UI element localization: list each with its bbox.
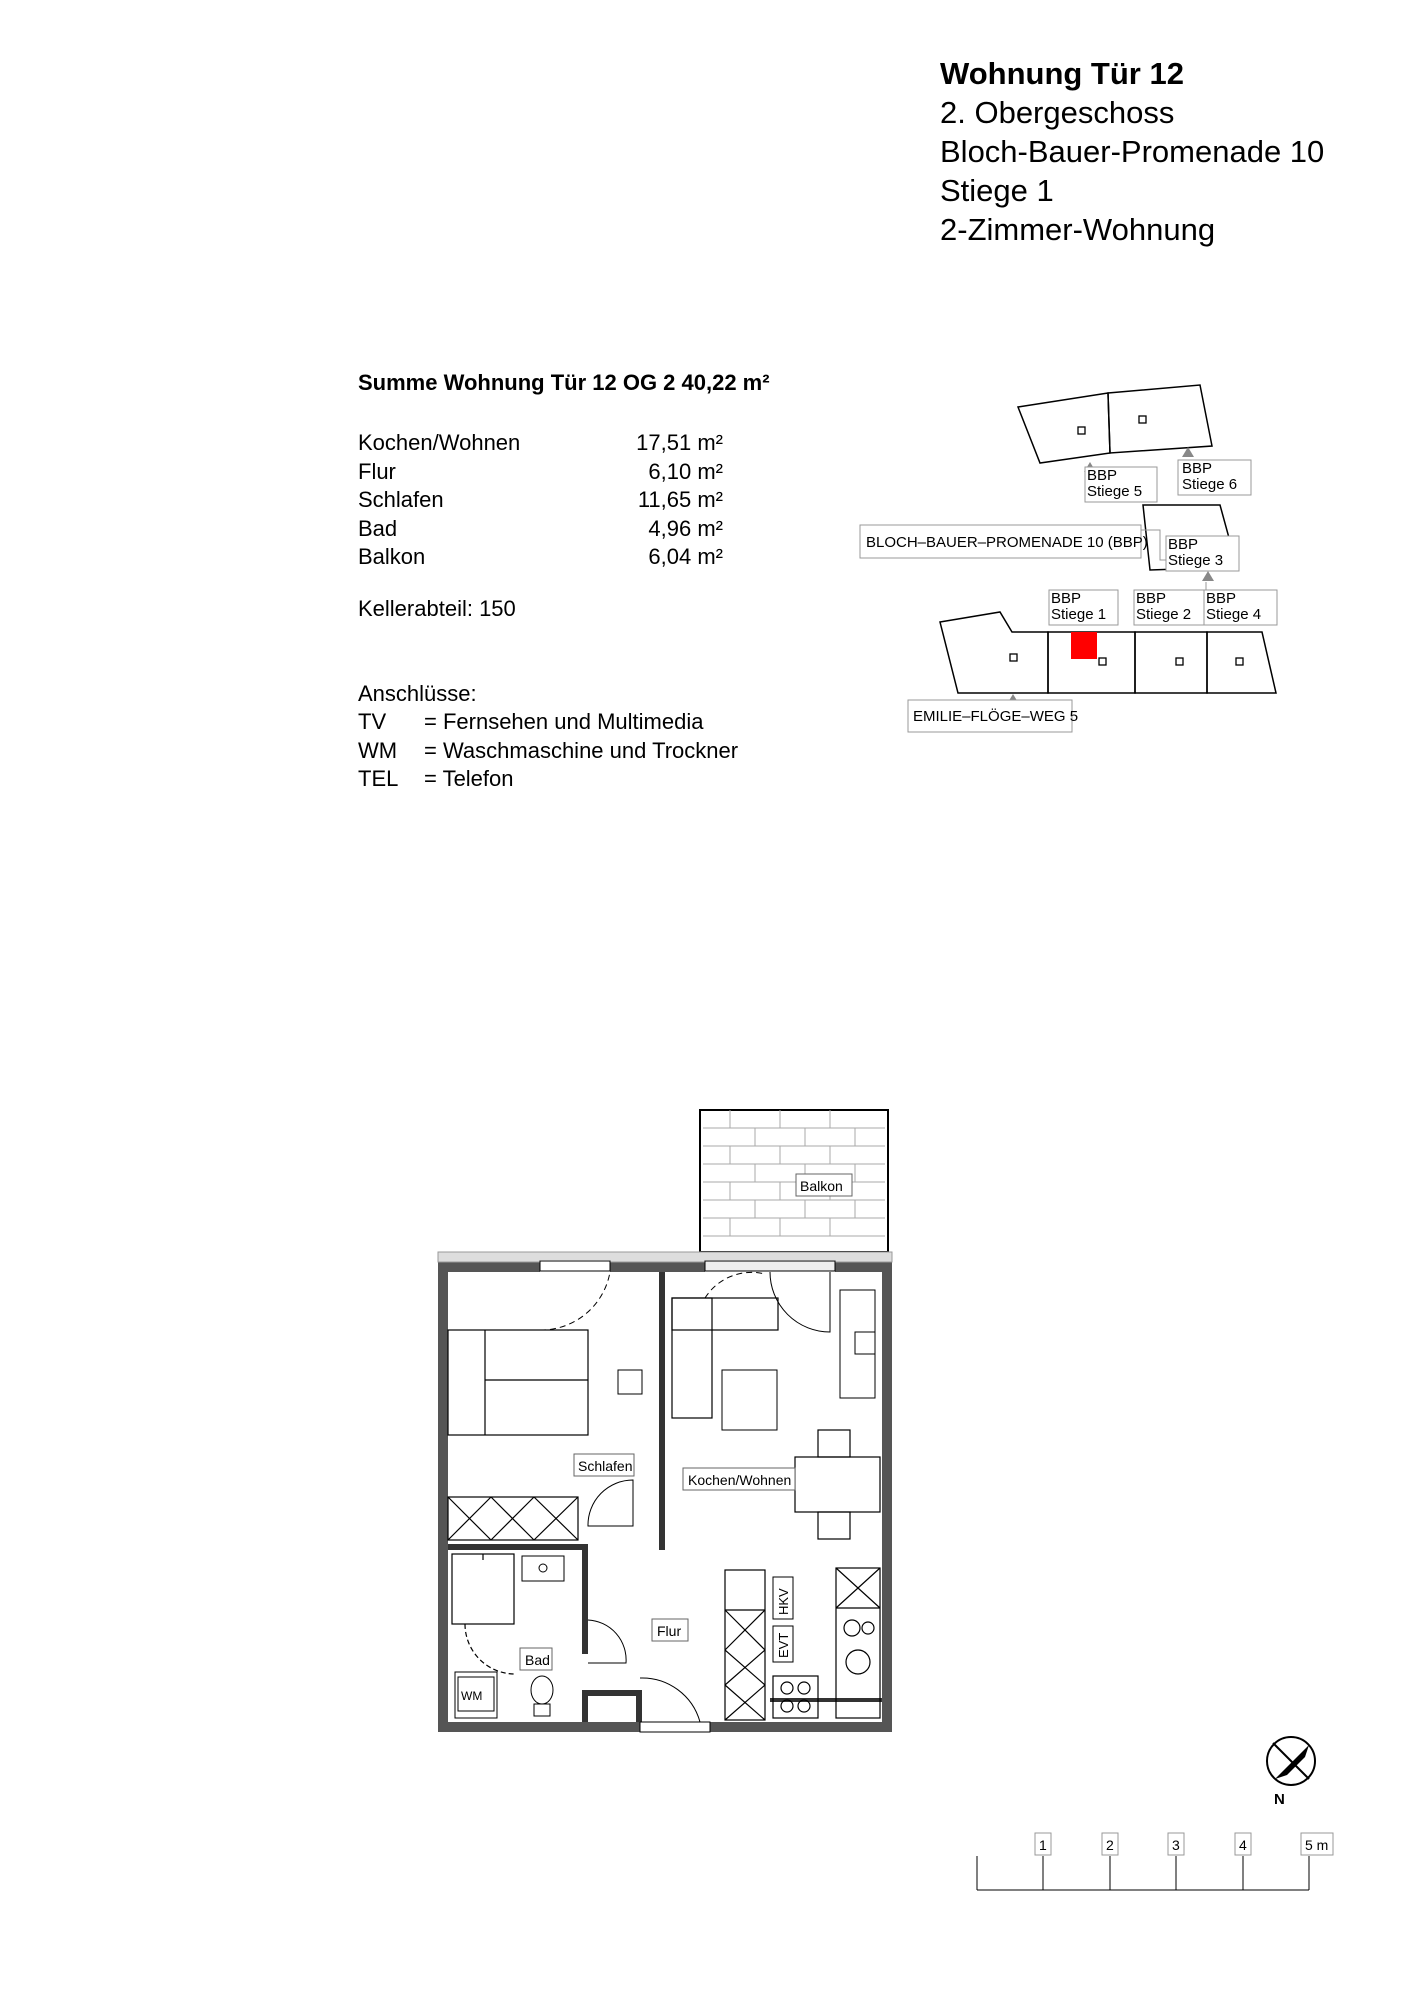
apartment-address: Bloch-Bauer-Promenade 10 (940, 134, 1325, 169)
stair-marker (1236, 658, 1243, 665)
connection-desc: = Telefon (424, 766, 514, 791)
connection-desc: = Waschmaschine und Trockner (424, 737, 739, 763)
sideboard (840, 1290, 875, 1398)
room-area: 6,10 m² (648, 458, 723, 484)
balcony-label: Balkon (800, 1178, 843, 1194)
stair-label-2: Stiege 2 (1136, 606, 1192, 623)
room-name: Kochen/Wohnen (358, 430, 521, 455)
building-stiege-4 (1207, 632, 1276, 693)
shower (452, 1554, 514, 1674)
scale-tick: 1 (1039, 1837, 1047, 1853)
stair-marker (1139, 416, 1146, 423)
tv-outlet (618, 1370, 642, 1394)
stair-label-4: Stiege 4 (1206, 606, 1262, 623)
connection-key: WM (358, 737, 398, 763)
room-name: Bad (358, 515, 398, 541)
bbp-label: BBP (1168, 536, 1199, 553)
bed (448, 1330, 588, 1435)
stair-marker (1010, 654, 1017, 661)
floor-plan (0, 1080, 1413, 1760)
site-plan (0, 0, 1413, 800)
apartment-stair: Stiege 1 (940, 173, 1054, 208)
coffee-table (722, 1370, 777, 1430)
stair-label-6: Stiege 6 (1182, 476, 1238, 493)
room-name: Schlafen (358, 487, 444, 512)
connections-title: Anschlüsse: (358, 680, 477, 706)
building-stiege-5 (1018, 393, 1110, 463)
room-name: Balkon (358, 544, 426, 569)
hkv-label: HKV (776, 1588, 791, 1615)
bad-label: Bad (525, 1652, 550, 1668)
room-area: 11,65 m² (637, 487, 723, 512)
bbp-label: BBP (1051, 590, 1082, 607)
room-area: 4,96 m² (648, 515, 723, 541)
apartment-title: Wohnung Tür 12 (940, 56, 1184, 91)
balcony (700, 1110, 888, 1252)
bbp-label: BBP (1182, 460, 1213, 477)
street-label-bbp: BLOCH–BAUER–PROMENADE 10 (BBP) (866, 534, 1148, 551)
stair-label-3: Stiege 3 (1168, 552, 1224, 569)
north-label: N (1274, 1791, 1285, 1808)
sofa (672, 1298, 778, 1418)
area-total: Summe Wohnung Tür 12 OG 2 40,22 m² (358, 370, 770, 395)
building-stiege-6 (1108, 385, 1212, 453)
bbp-label: BBP (1206, 590, 1237, 607)
cellar-info: Kellerabteil: 150 (358, 595, 516, 621)
scale-bar (975, 1828, 1345, 1898)
apartment-floor: 2. Obergeschoss (940, 95, 1175, 130)
room-area: 6,04 m² (648, 544, 723, 569)
connection-key: TEL (358, 766, 399, 791)
kochen-label: Kochen/Wohnen (688, 1472, 792, 1488)
stair-label-5: Stiege 5 (1087, 483, 1143, 500)
wardrobe (448, 1497, 578, 1540)
scale-tick: 2 (1106, 1837, 1114, 1853)
north-arrow (1265, 1735, 1335, 1810)
wm-label: WM (461, 1689, 483, 1703)
toilet (531, 1676, 553, 1716)
building-emilie-floege (940, 612, 1048, 693)
kitchen-counter (725, 1568, 880, 1720)
tv-outlet (855, 1332, 875, 1354)
entrance-arrow (1202, 571, 1214, 581)
washbasin (522, 1556, 564, 1581)
stair-label-1: Stiege 1 (1051, 606, 1107, 623)
scale-tick: 4 (1239, 1837, 1247, 1853)
apartment-type: 2-Zimmer-Wohnung (940, 212, 1216, 247)
scale-tick: 3 (1172, 1837, 1180, 1853)
street-label-emilie: EMILIE–FLÖGE–WEG 5 (913, 708, 1079, 725)
building-stiege-2 (1135, 632, 1207, 693)
bbp-label: BBP (1136, 590, 1167, 607)
connection-desc: = Fernsehen und Multimedia (424, 709, 704, 734)
schlafen-label: Schlafen (578, 1458, 633, 1474)
stair-marker (1099, 658, 1106, 665)
evt-label: EVT (776, 1632, 791, 1658)
stair-marker (1176, 658, 1183, 665)
stair-marker (1078, 427, 1085, 434)
flur-label: Flur (657, 1623, 682, 1639)
bbp-label: BBP (1087, 467, 1118, 484)
connection-key: TV (358, 709, 387, 734)
apartment-highlight (1071, 632, 1097, 659)
scale-tick: 5 m (1305, 1837, 1329, 1853)
room-area: 17,51 m² (636, 430, 723, 455)
room-name: Flur (358, 458, 396, 484)
dining-table (795, 1430, 880, 1539)
